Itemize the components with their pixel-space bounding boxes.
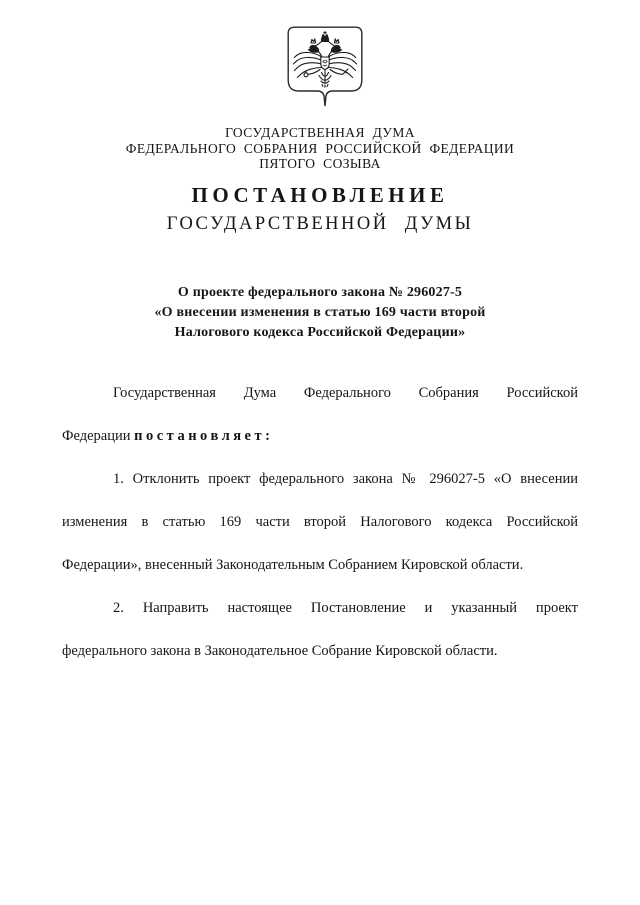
subject-line-2: «О внесении изменения в статью 169 части второй [154,305,486,320]
body-text [62,372,578,673]
item-2-line-1: 2. Направить настоящее Постановление и указанный проект [113,600,578,616]
title-word-postanovlenie: ПОСТАНОВЛЕНИЕ [191,183,449,207]
subject-block [62,283,578,343]
letterhead-line-1: ГОСУДАРСТВЕННАЯ ДУМА [225,125,415,140]
item-1-line-3: Федерации», внесенный Законодательным Собранием Кировской области. [62,557,524,573]
item-1-line-1: 1. Отклонить проект федерального закона № 296027-5 «О внесении [113,471,578,487]
document-title [62,183,578,238]
opening-line-1: Государственная Дума Федерального Собрания Российской [113,385,578,401]
item-1-line-2: изменения в статью 169 части второй Налогового кодекса Российской [62,514,578,530]
item-2-line-2: федерального закона в Законодательное Собрание Кировской области. [62,643,498,659]
russia-coat-of-arms-icon [287,26,363,112]
letterhead-line-3: ПЯТОГО СОЗЫВА [259,156,381,171]
subject-line-3: Налогового кодекса Российской Федерации» [174,325,466,340]
letterhead [62,125,578,172]
title-word-gosdumy: ГОСУДАРСТВЕННОЙ ДУМЫ [166,214,474,234]
subject-line-1: О проекте федерального закона № 296027-5 [177,285,463,300]
opening-line-2-start: Федерации [62,428,131,444]
opening-line-2 [62,415,578,458]
resolves-verb: постановляет: [134,428,274,444]
double-headed-eagle [293,32,356,88]
letterhead-line-2: ФЕДЕРАЛЬНОГО СОБРАНИЯ РОССИЙСКОЙ ФЕДЕРАЦИИ [125,140,515,156]
